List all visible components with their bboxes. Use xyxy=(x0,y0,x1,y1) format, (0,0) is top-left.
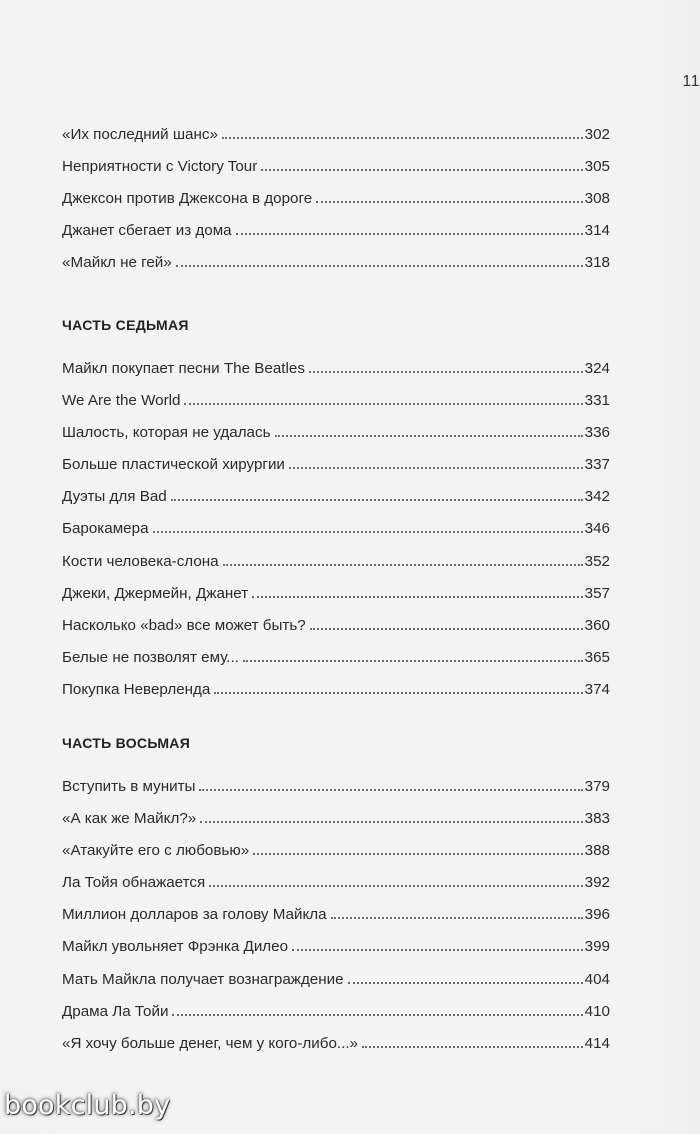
toc-entry-title: Дуэты для Bad xyxy=(62,488,167,506)
toc-entry-title: «Я хочу больше денег, чем у кого-либо...» xyxy=(62,1034,358,1052)
toc-entry xyxy=(62,842,610,874)
toc-entry-title: Джеки, Джермейн, Джанет xyxy=(62,584,249,602)
toc-entry-title: Ла Тойя обнажается xyxy=(62,874,206,892)
toc-entry-title: Миллион долларов за голову Майкла xyxy=(62,906,327,924)
toc-entry-title: Насколько «bad» все может быть? xyxy=(62,616,306,634)
toc-entry-page: 360 xyxy=(584,616,610,634)
toc-entry-title: Больше пластической хирургии xyxy=(62,456,285,474)
toc-entry-page: 357 xyxy=(584,584,610,602)
toc-entry-title: «Их последний шанс» xyxy=(62,126,218,143)
toc-entry-title: Майкл покупает песни The Beatles xyxy=(62,360,305,377)
toc-entry xyxy=(62,938,610,970)
toc-entry xyxy=(62,810,610,842)
toc-entry-title: Майкл увольняет Фрэнка Дилео xyxy=(62,938,289,956)
toc-entry xyxy=(62,360,610,392)
dot-leader xyxy=(209,885,582,887)
dot-leader xyxy=(200,821,582,823)
dot-leader xyxy=(316,201,583,203)
dot-leader xyxy=(348,982,583,984)
dot-leader xyxy=(289,467,583,469)
toc-entry-title: Барокамера xyxy=(62,520,149,538)
site-watermark: bookclub.by xyxy=(4,1090,171,1121)
toc-entry xyxy=(62,906,610,938)
toc-entry-title: «Майкл не гей» xyxy=(62,254,172,272)
dot-leader xyxy=(252,596,582,598)
page-number: 11 xyxy=(682,73,700,90)
toc-entry-page: 414 xyxy=(584,1034,610,1052)
dot-leader xyxy=(171,499,583,501)
toc-entry-page: 365 xyxy=(584,648,610,666)
dot-leader xyxy=(236,233,583,235)
toc-entry-page: 314 xyxy=(584,222,610,240)
dot-leader xyxy=(199,789,582,791)
toc-entry xyxy=(62,488,610,520)
section-heading: ЧАСТЬ СЕДЬМАЯ xyxy=(62,317,189,333)
toc-entry-page: 346 xyxy=(584,520,610,538)
toc-entry-page: 318 xyxy=(584,254,610,272)
toc-entry xyxy=(62,874,610,906)
toc-entry-title: Белые не позволят ему... xyxy=(62,648,239,666)
toc-entry xyxy=(62,126,610,158)
toc-entry-page: 388 xyxy=(584,842,610,860)
toc-entry xyxy=(62,1003,610,1035)
dot-leader xyxy=(261,169,582,171)
toc-entry xyxy=(62,553,610,585)
toc-entry-title: Драма Ла Тойи xyxy=(62,1002,169,1020)
toc-section-continued xyxy=(62,126,610,286)
toc-entry xyxy=(62,392,610,424)
toc-entry-page: 374 xyxy=(584,680,610,698)
toc-entry xyxy=(62,424,610,456)
toc-entry-page: 379 xyxy=(584,778,610,795)
dot-leader xyxy=(176,265,583,267)
toc-entry-title: We Are the World xyxy=(62,392,181,410)
toc-section-part-seven xyxy=(62,314,610,713)
toc-entry-title: Покупка Неверленда xyxy=(62,680,211,698)
toc-entry-page: 337 xyxy=(584,456,610,474)
toc-entry xyxy=(62,681,610,713)
toc-entry-page: 399 xyxy=(584,938,610,956)
toc-entry-title: Кости человека-слона xyxy=(62,552,219,570)
toc-entry-page: 302 xyxy=(584,126,610,143)
toc-entry-title: Шалость, которая не удалась xyxy=(62,424,271,442)
toc-entry-page: 305 xyxy=(584,158,610,176)
dot-leader xyxy=(153,531,583,533)
toc-entry xyxy=(62,222,610,254)
toc-entry xyxy=(62,617,610,649)
toc-entry-page: 392 xyxy=(584,874,610,892)
toc-entry-title: Вступить в муниты xyxy=(62,778,196,795)
toc-entry-title: Джексон против Джексона в дороге xyxy=(62,190,313,208)
dot-leader xyxy=(214,692,582,694)
toc-entry xyxy=(62,778,610,810)
dot-leader xyxy=(275,435,583,437)
toc-entry xyxy=(62,520,610,552)
toc-section-part-eight xyxy=(62,732,610,1067)
toc-entry-page: 324 xyxy=(584,360,610,377)
toc-entry xyxy=(62,254,610,286)
toc-entry-page: 308 xyxy=(584,190,610,208)
toc-entry xyxy=(62,456,610,488)
dot-leader xyxy=(223,564,583,566)
toc-entry xyxy=(62,190,610,222)
dot-leader xyxy=(362,1046,583,1048)
dot-leader xyxy=(222,137,583,139)
toc-entry-title: «А как же Майкл?» xyxy=(62,810,197,828)
toc-entry xyxy=(62,585,610,617)
toc-entry-page: 352 xyxy=(584,552,610,570)
toc-entry-page: 383 xyxy=(584,810,610,828)
toc-entry xyxy=(62,971,610,1003)
toc-entry-page: 404 xyxy=(584,970,610,988)
section-heading: ЧАСТЬ ВОСЬМАЯ xyxy=(62,735,191,751)
dot-leader xyxy=(184,403,582,405)
toc-entry xyxy=(62,158,610,190)
dot-leader xyxy=(292,949,583,951)
toc-entry-title: Неприятности с Victory Tour xyxy=(62,158,258,176)
dot-leader xyxy=(309,371,583,373)
dot-leader xyxy=(243,660,583,662)
toc-entry-page: 336 xyxy=(584,424,610,442)
dot-leader xyxy=(172,1014,582,1016)
toc-entry xyxy=(62,1035,610,1067)
toc-entry-title: «Атакуйте его с любовью» xyxy=(62,842,250,860)
toc-entry-page: 331 xyxy=(584,392,610,410)
toc-entry xyxy=(62,649,610,681)
toc-entry-title: Джанет сбегает из дома xyxy=(62,222,232,240)
dot-leader xyxy=(253,853,582,855)
toc-entry-page: 342 xyxy=(584,488,610,506)
toc-entry-page: 410 xyxy=(584,1002,610,1020)
toc-entry-page: 396 xyxy=(584,906,610,924)
dot-leader xyxy=(331,917,583,919)
dot-leader xyxy=(310,628,583,630)
toc-entry-title: Мать Майкла получает вознаграждение xyxy=(62,970,344,988)
